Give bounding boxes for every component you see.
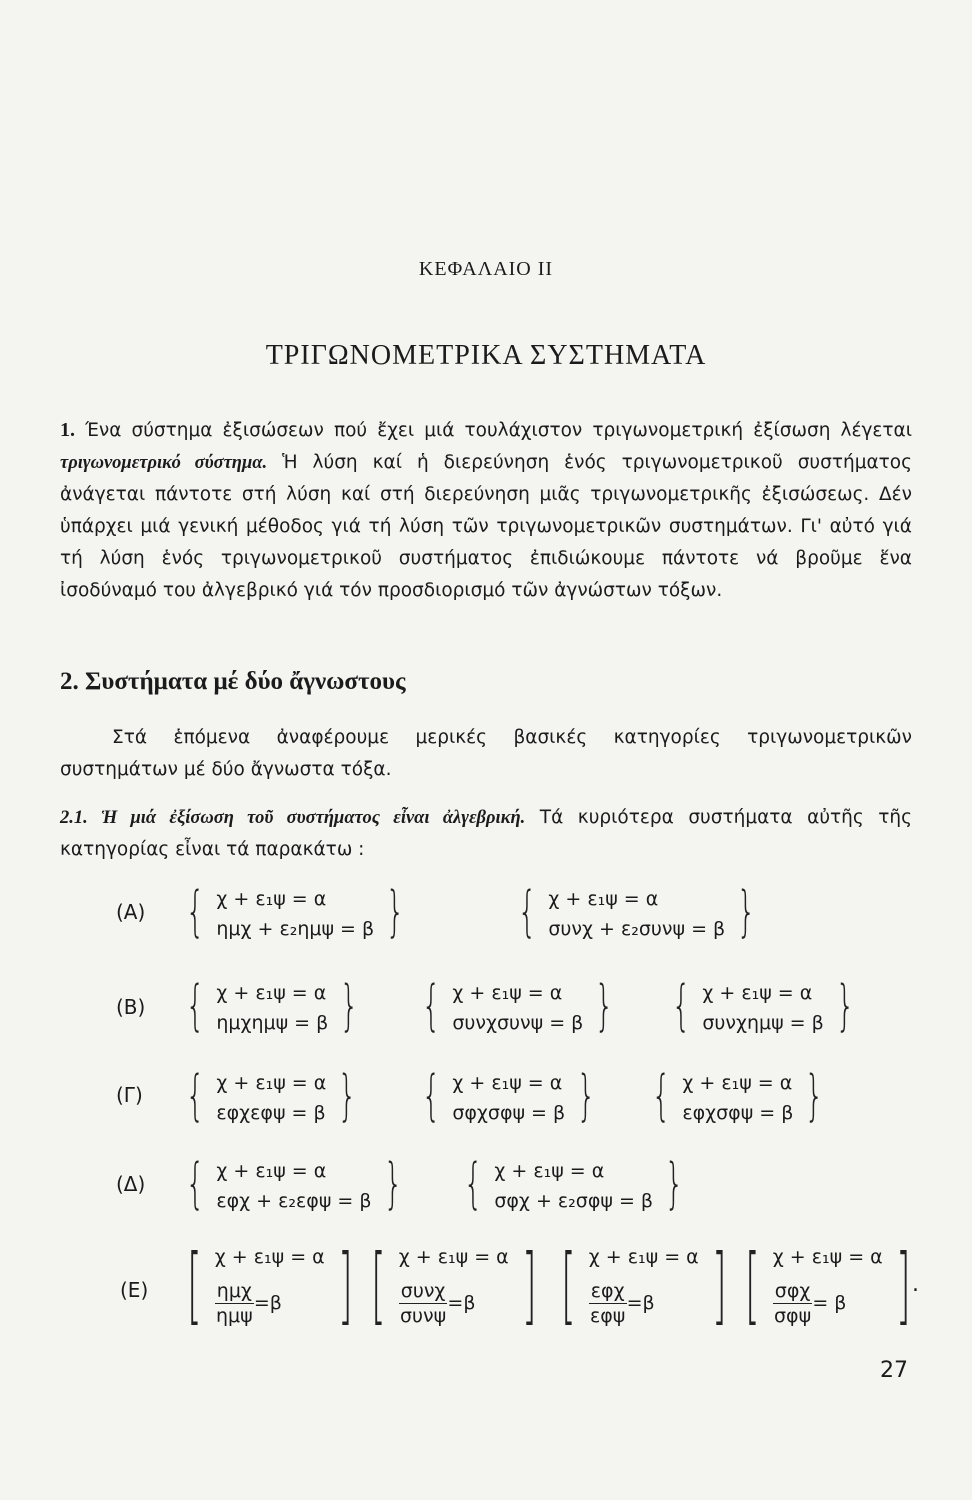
system-label-e: (Ε) [120, 1278, 149, 1302]
system-d2: { χ + ε₁ψ = α σφχ + ε₂σφψ = β } [463, 1152, 684, 1215]
paragraph-text: Τά κυριότερα συστήματα αὐτῆς τῆς κατηγορίας εἶναι τά παρακάτω : [60, 807, 912, 860]
system-e2: [ χ + ε₁ψ = α $\frac{\text{συνχ}}{\text{συνψ}}$ =β ] [371, 1236, 537, 1334]
end-period: . [912, 1272, 919, 1297]
system-label-a: (Α) [116, 900, 146, 924]
system-b2: { χ + ε₁ψ = α συνχσυνψ = β } [421, 974, 614, 1037]
system-e4: [ χ + ε₁ψ = α $\frac{\text{σφχ}}{\text{σφψ}}$ = β ] [745, 1236, 911, 1334]
system-a2: { χ + ε₁ψ = α συνχ + ε₂συνψ = β } [517, 880, 756, 943]
chapter-heading: ΚΕΦΑΛΑΙΟ ΙΙ [418, 258, 554, 280]
system-d1: { χ + ε₁ψ = α εφχ + ε₂εφψ = β } [185, 1152, 403, 1215]
system-e1: [ χ + ε₁ψ = α $\frac{\text{ημχ}}{\text{ημψ}}$ =β ] [187, 1236, 353, 1334]
paragraph-text: Ἡ λύση καί ἡ διερεύνηση ἑνός τριγωνομετρικοῦ συστήματος ἀνάγεται πάντοτε στή λύση καί στή διερεύνηση μιᾶς τριγωνομετρικῆς ἐξισώσεως. Δέν ὑπάρχει μιά γενική μέθοδος γιά τή λύση τῶν τριγωνομετρικῶν συστημάτων. Γι' αὐτό γιά τή λύση ἑνός τριγωνομετρικοῦ συστήματος ἐπιδιώκουμε πάντοτε νά βροῦμε ἕνα ἰσοδύναμό του ἀλγεβρικό γιά τόν προσδιορισμό τῶν ἀγνώστων τόξων. [60, 452, 912, 601]
subsection-heading: 2.1. Ἡ μιά ἐξίσωση τοῦ συστήματος εἶναι ἀλγεβρική. [60, 808, 526, 828]
system-b3: { χ + ε₁ψ = α συνχημψ = β } [671, 974, 855, 1037]
defined-term: τριγωνομετρικό σύστημα. [60, 453, 268, 473]
system-g2: { χ + ε₁ψ = α σφχσφψ = β } [421, 1064, 596, 1127]
system-label-g: (Γ) [116, 1083, 143, 1107]
system-label-d: (Δ) [116, 1172, 146, 1196]
system-g3: { χ + ε₁ψ = α εφχσφψ = β } [651, 1064, 825, 1127]
system-a1: { χ + ε₁ψ = α ημχ + ε₂ημψ = β } [185, 880, 405, 943]
paragraph-text: Ένα σύστημα ἐξισώσεων πού ἔχει μιά τουλάχιστον τριγωνομετρική ἐξίσωση λέγεται [85, 420, 912, 441]
system-b1: { χ + ε₁ψ = α ημχημψ = β } [185, 974, 359, 1037]
paragraph-2: Στά ἑπόμενα ἀναφέρουμε μερικές βασικές κατηγορίες τριγωνομετρικῶν συστημάτων μέ δύο ἄγνωστα τόξα. [60, 727, 912, 780]
paragraph-3 [60, 802, 912, 866]
paragraph-1 [60, 414, 912, 607]
chapter-title: ΤΡΙΓΩΝΟΜΕΤΡΙΚΑ ΣΥΣΤΗΜΑΤΑ [265, 340, 707, 371]
system-e3: [ χ + ε₁ψ = α $\frac{\text{εφχ}}{\text{εφψ}}$ =β ] [561, 1236, 727, 1334]
system-g1: { χ + ε₁ψ = α εφχεφψ = β } [185, 1064, 357, 1127]
system-label-b: (Β) [116, 995, 146, 1019]
paragraph-number: 1. [60, 419, 75, 441]
page-number: 27 [880, 1358, 908, 1383]
section-heading: 2. Συστήματα μέ δύο ἄγνωστους [60, 668, 406, 695]
